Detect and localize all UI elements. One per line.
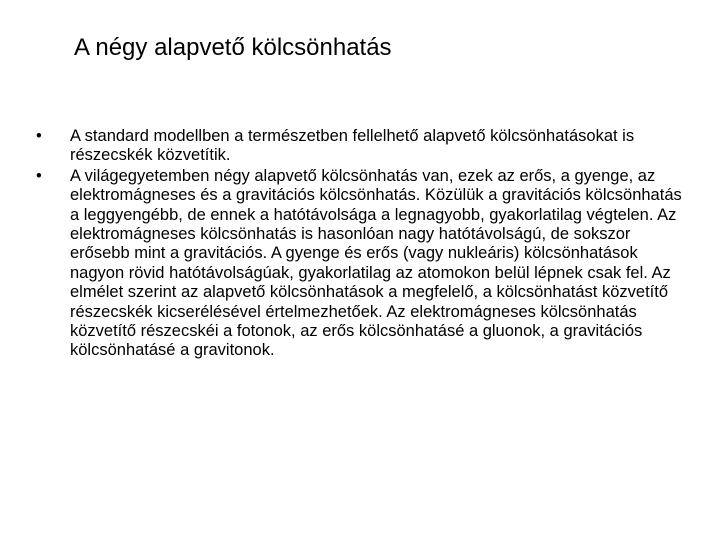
slide-title: A négy alapvető kölcsönhatás	[74, 34, 392, 61]
bullet-marker: •	[36, 166, 42, 185]
bullet-item	[36, 127, 686, 166]
bullet-item	[36, 167, 686, 361]
bullet-marker: •	[36, 127, 42, 145]
bullet-text: A világegyetemben négy alapvető kölcsönhatás van, ezek az erős, a gyenge, az elektromágneses és a gravitációs kölcsönhatás. Közülük a gravitációs kölcsönhatás a leggyengébb, de ennek a hatótávolsága a legnagyobb, gyakorlatilag végtelen. Az elektromágneses kölcsönhatás is hasonlóan nagy hatótávolságú, de sokszor erősebb mint a gravitációs. A gyenge és erős (vagy nukleáris) kölcsönhatások nagyon rövid hatótávolságúak, gyakorlatilag az atomokon belül lépnek csak fel. Az elmélet szerint az alapvető kölcsönhatások a megfelelő, a kölcsönhatást közvetítő részecskék kicserélésével értelmezhetőek. Az elektromágneses kölcsönhatás közvetítő részecskéi a fotonok, az erős kölcsönhatásé a gluonok, a gravitációs kölcsönhatásé a gravitonok.	[70, 166, 682, 360]
bullet-list	[36, 127, 686, 362]
bullet-text: A standard modellben a természetben fellelhető alapvető kölcsönhatásokat is részecskék közvetítik.	[70, 127, 635, 165]
